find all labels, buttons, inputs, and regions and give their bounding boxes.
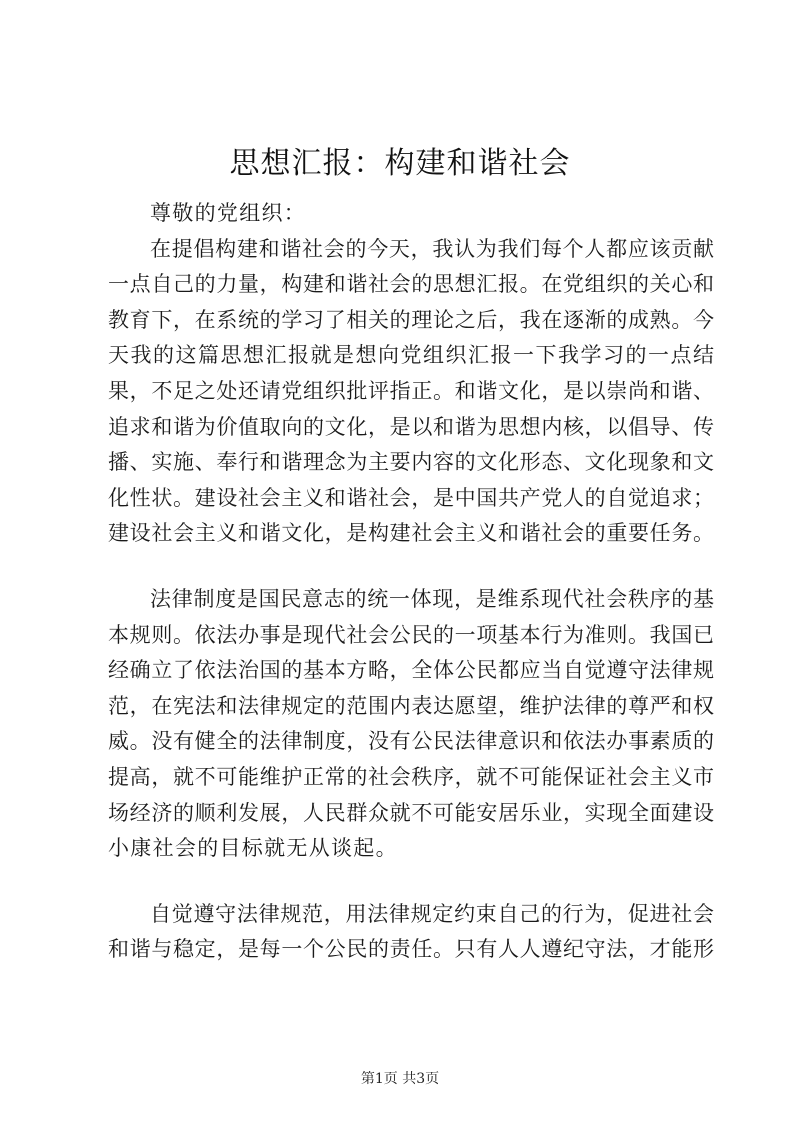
text-line: 本规则。依法办事是现代社会公民的一项基本行为准则。我国已	[108, 622, 714, 647]
text-line: 一点自己的力量，构建和谐社会的思想汇报。在党组织的关心和	[108, 272, 714, 297]
text-line: 追求和谐为价值取向的文化，是以和谐为思想内核，以倡导、传	[108, 414, 714, 439]
text-line: 果，不足之处还请党组织批评指正。和谐文化，是以崇尚和谐、	[108, 378, 714, 403]
text-line: 在提倡构建和谐社会的今天，我认为我们每个人都应该贡献	[150, 236, 714, 261]
text-line: 范，在宪法和法律规定的范围内表达愿望，维护法律的尊严和权	[108, 693, 714, 718]
text-line: 小康社会的目标就无从谈起。	[108, 836, 398, 861]
greeting: 尊敬的党组织：	[150, 201, 307, 225]
text-line: 场经济的顺利发展，人民群众就不可能安居乐业，实现全面建设	[108, 800, 714, 825]
document-body	[108, 196, 714, 998]
document-title: 思想汇报：构建和谐社会	[229, 146, 571, 181]
text-line: 建设社会主义和谐文化，是构建社会主义和谐社会的重要任务。	[108, 521, 714, 546]
text-line: 教育下，在系统的学习了相关的理论之后，我在逐渐的成熟。今	[108, 307, 714, 332]
text-line: 威。没有健全的法律制度，没有公民法律意识和依法办事素质的	[108, 729, 714, 754]
text-line: 天我的这篇思想汇报就是想向党组织汇报一下我学习的一点结	[108, 343, 714, 368]
text-line: 法律制度是国民意志的统一体现，是维系现代社会秩序的基	[150, 586, 714, 611]
paragraph-1	[108, 232, 714, 552]
paragraph-2	[108, 582, 714, 867]
text-line: 化性状。建设社会主义和谐社会，是中国共产党人的自觉追求；	[108, 485, 714, 510]
text-line: 和谐与稳定，是每一个公民的责任。只有人人遵纪守法，才能形	[108, 937, 714, 962]
paragraph-3	[108, 897, 714, 968]
text-line: 播、实施、奉行和谐理念为主要内容的文化形态、文化现象和文	[108, 450, 714, 475]
text-line: 提高，就不可能维护正常的社会秩序，就不可能保证社会主义市	[108, 764, 714, 789]
page-number-footer: 第1页 共3页	[360, 1071, 440, 1087]
text-line: 自觉遵守法律规范，用法律规定约束自己的行为，促进社会	[150, 901, 714, 926]
text-line: 经确立了依法治国的基本方略，全体公民都应当自觉遵守法律规	[108, 658, 714, 683]
